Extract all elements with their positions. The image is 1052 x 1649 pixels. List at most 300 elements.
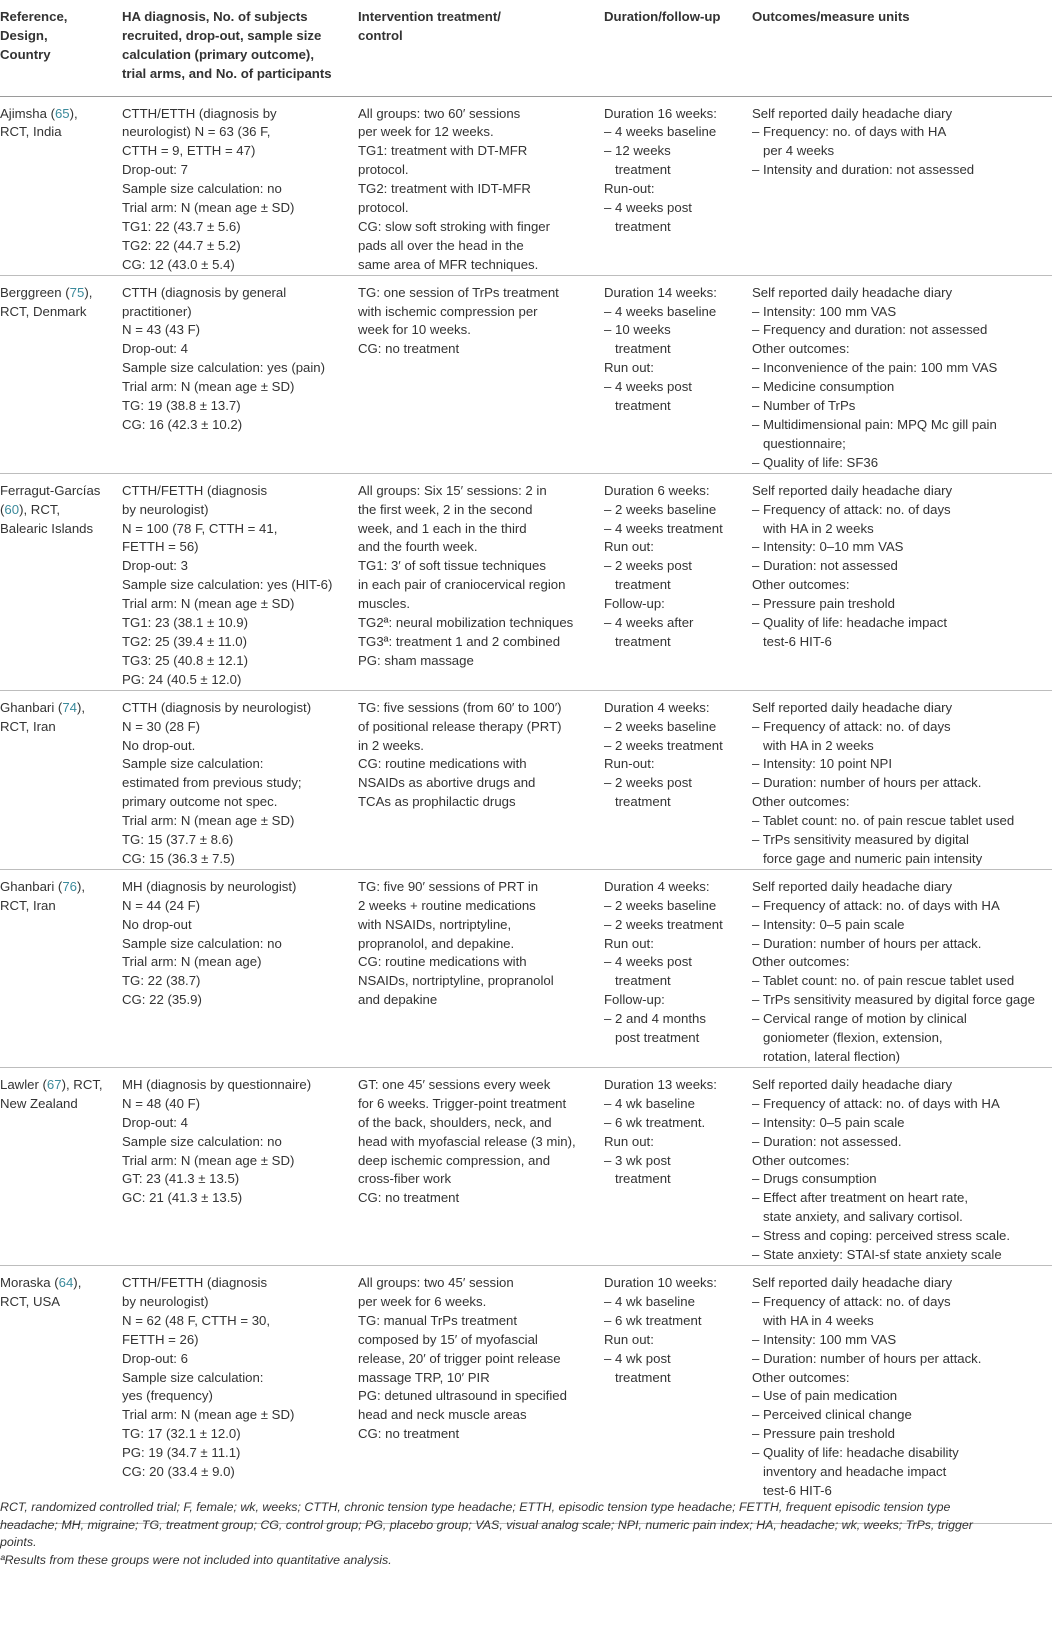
diag-line: Trial arm: N (mean age)	[122, 954, 262, 970]
out-line: – Frequency of attack: no. of days	[752, 1293, 951, 1309]
diag-line: MH (diagnosis by neurologist)	[122, 878, 297, 894]
dur-line: Duration 14 weeks:	[604, 284, 717, 300]
dur-line: treatment	[604, 1171, 671, 1187]
dur-line: – 6 wk treatment.	[604, 1114, 706, 1130]
interv-line: propranolol, and depakine.	[358, 935, 515, 951]
interv-line: CG: routine medications with	[358, 756, 527, 772]
dur-line: treatment	[604, 218, 671, 234]
out-line: – TrPs sensitivity measured by digital force gage	[752, 992, 1035, 1008]
reference-text: New Zealand	[0, 1095, 78, 1111]
out-line: Other outcomes:	[752, 1369, 850, 1385]
dur-line: – 2 weeks post	[604, 775, 692, 791]
interv-line: week for 10 weeks.	[358, 322, 471, 338]
interv-line: release, 20′ of trigger point release	[358, 1350, 561, 1366]
outcomes-cell	[752, 275, 1052, 473]
out-line: – Quality of life: headache disability	[752, 1445, 959, 1461]
out-line: – Pressure pain treshold	[752, 1426, 895, 1442]
diag-line: TG: 22 (38.7)	[122, 973, 201, 989]
diag-line: FETTH = 56)	[122, 539, 199, 555]
dur-line: – 2 weeks baseline	[604, 718, 717, 734]
reference-line	[0, 878, 118, 897]
footnote-line-3: points.	[0, 1535, 37, 1549]
out-line: questionnaire;	[752, 435, 846, 451]
diag-line: TG: 19 (38.8 ± 13.7)	[122, 398, 241, 414]
out-line: Self reported daily headache diary	[752, 699, 953, 715]
intervention-cell	[358, 1067, 604, 1265]
diag-line: N = 30 (28 F)	[122, 718, 201, 734]
dur-line: Run out:	[604, 935, 654, 951]
header-line: Duration/follow-up	[604, 9, 721, 24]
dur-line: – 6 wk treatment	[604, 1312, 702, 1328]
reference-text: ),	[84, 284, 93, 300]
outcomes-cell	[752, 96, 1052, 275]
interv-line: TG1: 3′ of soft tissue techniques	[358, 558, 546, 574]
table-row	[0, 690, 1052, 869]
dur-line: Duration 10 weeks:	[604, 1274, 717, 1290]
out-line: – Perceived clinical change	[752, 1407, 912, 1423]
diag-line: Drop-out: 3	[122, 558, 188, 574]
diag-line: Sample size calculation: no	[122, 1133, 282, 1149]
diag-line: CTTH (diagnosis by general	[122, 284, 287, 300]
reference-text: ),	[76, 699, 86, 715]
out-line: – Quality of life: SF36	[752, 454, 879, 470]
diag-line: practitioner)	[122, 303, 192, 319]
diagnosis-cell	[122, 1265, 358, 1523]
dur-line: – 4 weeks post	[604, 954, 692, 970]
out-line: – Intensity: 100 mm VAS	[752, 1331, 897, 1347]
interv-line: CG: no treatment	[358, 341, 460, 357]
table-row	[0, 869, 1052, 1067]
interv-line: TG: one session of TrPs treatment	[358, 284, 559, 300]
out-line: test-6 HIT-6	[752, 633, 832, 649]
diagnosis-cell	[122, 690, 358, 869]
interv-line: 2 weeks + routine medications	[358, 897, 536, 913]
header-line: control	[358, 27, 403, 43]
interv-line: TG: manual TrPs treatment	[358, 1312, 518, 1328]
reference-line	[0, 1095, 118, 1114]
dur-line: – 12 weeks	[604, 143, 671, 159]
out-line: goniometer (flexion, extension,	[752, 1030, 943, 1046]
header-duration	[604, 0, 752, 96]
dur-line: – 4 weeks post	[604, 200, 692, 216]
reference-number: 60	[4, 501, 20, 517]
dur-line: – 2 weeks treatment	[604, 737, 723, 753]
diag-line: by neurologist)	[122, 1293, 209, 1309]
diag-line: CG: 22 (35.9)	[122, 992, 202, 1008]
outcomes-cell	[752, 869, 1052, 1067]
diag-line: CG: 20 (33.4 ± 9.0)	[122, 1464, 235, 1480]
out-line: – Tablet count: no. of pain rescue tablet used	[752, 813, 1015, 829]
reference-text: ), RCT,	[61, 1076, 103, 1092]
diag-line: by neurologist)	[122, 501, 209, 517]
diag-line: Sample size calculation: yes (pain)	[122, 360, 326, 376]
reference-text: Balearic Islands	[0, 520, 94, 536]
header-reference	[0, 0, 122, 96]
interv-line: head and neck muscle areas	[358, 1407, 527, 1423]
out-line: – Multidimensional pain: MPQ Mc gill pain	[752, 417, 997, 432]
reference-text: RCT, Iran	[0, 897, 56, 913]
diag-line: Trial arm: N (mean age ± SD)	[122, 1152, 295, 1168]
table-header-row	[0, 0, 1052, 96]
out-line: Self reported daily headache diary	[752, 284, 953, 300]
out-line: Self reported daily headache diary	[752, 482, 953, 498]
diag-line: CTTH/FETTH (diagnosis	[122, 1274, 268, 1290]
intervention-cell	[358, 275, 604, 473]
diag-line: TG1: 23 (38.1 ± 10.9)	[122, 615, 248, 631]
out-line: – Intensity and duration: not assessed	[752, 162, 975, 178]
out-line: Other outcomes:	[752, 794, 850, 810]
diag-line: TG3: 25 (40.8 ± 12.1)	[122, 652, 248, 668]
interv-line: pads all over the head in the	[358, 237, 524, 253]
diag-line: Sample size calculation:	[122, 1369, 264, 1385]
reference-line	[0, 482, 118, 501]
diag-line: CTTH = 9, ETTH = 47)	[122, 143, 256, 159]
reference-line	[0, 123, 118, 142]
out-line: – Medicine consumption	[752, 379, 895, 395]
intervention-cell	[358, 96, 604, 275]
duration-cell	[604, 96, 752, 275]
dur-line: – 4 weeks treatment	[604, 520, 723, 536]
diag-line: estimated from previous study;	[122, 775, 302, 791]
interv-line: deep ischemic compression, and	[358, 1152, 551, 1168]
reference-line	[0, 718, 118, 737]
interv-line: the first week, 2 in the second	[358, 501, 533, 517]
duration-cell	[604, 1067, 752, 1265]
header-line: trial arms, and No. of participants	[122, 65, 332, 81]
interv-line: protocol.	[358, 200, 409, 216]
out-line: with HA in 4 weeks	[752, 1312, 874, 1328]
diag-line: Trial arm: N (mean age ± SD)	[122, 596, 295, 612]
reference-cell	[0, 1067, 122, 1265]
reference-text: (	[0, 501, 5, 517]
interv-line: TG2: treatment with IDT-MFR	[358, 181, 531, 197]
interv-line: TCAs as prophilactic drugs	[358, 794, 516, 810]
diag-line: TG2: 25 (39.4 ± 11.0)	[122, 633, 248, 649]
reference-text: Berggreen (	[0, 284, 70, 300]
table-row	[0, 96, 1052, 275]
dur-line: treatment	[604, 398, 671, 414]
reference-line	[0, 303, 118, 322]
diag-line: N = 100 (78 F, CTTH = 41,	[122, 520, 278, 536]
reference-cell	[0, 473, 122, 690]
reference-text: ),	[76, 878, 86, 894]
interv-line: TG3ª: treatment 1 and 2 combined	[358, 633, 561, 649]
reference-text: ),	[73, 1274, 82, 1290]
duration-cell	[604, 473, 752, 690]
out-line: – Frequency of attack: no. of days with HA	[752, 897, 1000, 913]
header-line: calculation (primary outcome),	[122, 46, 314, 62]
dur-line: treatment	[604, 633, 671, 649]
footnote-a: ªResults from these groups were not included into quantitative analysis.	[0, 1552, 392, 1567]
reference-number: 74	[62, 699, 77, 715]
diagnosis-cell	[122, 1067, 358, 1265]
intervention-cell	[358, 869, 604, 1067]
out-line: inventory and headache impact	[752, 1464, 947, 1480]
diag-line: CTTH (diagnosis by neurologist)	[122, 699, 312, 715]
dur-line: Run out:	[604, 1331, 654, 1347]
dur-line: – 4 weeks after	[604, 615, 694, 631]
interv-line: and the fourth week.	[358, 539, 478, 555]
reference-line	[0, 284, 118, 303]
dur-line: – 2 weeks post	[604, 558, 692, 574]
out-line: – Duration: not assessed	[752, 558, 898, 574]
interv-line: in each pair of craniocervical region	[358, 577, 566, 593]
out-line: – TrPs sensitivity measured by digital	[752, 832, 969, 848]
dur-line: – 4 weeks baseline	[604, 303, 717, 319]
interv-line: PG: sham massage	[358, 652, 474, 668]
reference-number: 75	[69, 284, 85, 300]
dur-line: treatment	[604, 794, 671, 810]
diag-line: N = 48 (40 F)	[122, 1095, 201, 1111]
reference-text: RCT, Denmark	[0, 303, 87, 319]
reference-number: 64	[58, 1274, 74, 1290]
interv-line: week, and 1 each in the third	[358, 520, 527, 536]
header-line: Intervention treatment/	[358, 9, 501, 24]
reference-text: ), RCT,	[19, 501, 61, 517]
diag-line: TG: 15 (37.7 ± 8.6)	[122, 832, 234, 848]
reference-text: Ghanbari (	[0, 878, 63, 894]
diag-line: FETTH = 26)	[122, 1331, 199, 1347]
interv-line: All groups: two 60′ sessions	[358, 105, 521, 121]
dur-line: Run-out:	[604, 756, 655, 772]
diag-line: Sample size calculation: yes (HIT-6)	[122, 577, 333, 593]
reference-line	[0, 501, 118, 520]
out-line: – Duration: number of hours per attack.	[752, 775, 982, 791]
diag-line: Sample size calculation: no	[122, 181, 282, 197]
out-line: – Quality of life: headache impact	[752, 615, 947, 631]
diag-line: TG2: 22 (44.7 ± 5.2)	[122, 237, 241, 253]
reference-number: 65	[54, 105, 70, 121]
interv-line: CG: routine medications with	[358, 954, 527, 970]
reference-text: Ajimsha (	[0, 105, 55, 121]
dur-line: Run-out:	[604, 181, 655, 197]
diag-line: CTTH/ETTH (diagnosis by	[122, 105, 277, 121]
outcomes-cell	[752, 473, 1052, 690]
dur-line: treatment	[604, 1369, 671, 1385]
duration-cell	[604, 275, 752, 473]
out-line: – Frequency of attack: no. of days	[752, 501, 951, 517]
reference-cell	[0, 1265, 122, 1523]
duration-cell	[604, 869, 752, 1067]
dur-line: – 2 weeks baseline	[604, 501, 717, 517]
diag-line: yes (frequency)	[122, 1388, 213, 1404]
diag-line: primary outcome not spec.	[122, 794, 278, 810]
diag-line: GC: 21 (41.3 ± 13.5)	[122, 1190, 243, 1206]
interv-line: PG: detuned ultrasound in specified	[358, 1388, 567, 1404]
reference-number: 67	[46, 1076, 62, 1092]
diag-line: GT: 23 (41.3 ± 13.5)	[122, 1171, 240, 1187]
dur-line: – 2 and 4 months	[604, 1011, 706, 1027]
diagnosis-cell	[122, 275, 358, 473]
intervention-cell	[358, 473, 604, 690]
out-line: – Duration: not assessed.	[752, 1133, 902, 1149]
interv-line: and depakine	[358, 992, 438, 1008]
header-line: Reference,	[0, 9, 68, 24]
interv-line: of the back, shoulders, neck, and	[358, 1114, 552, 1130]
diag-line: CG: 15 (36.3 ± 7.5)	[122, 850, 235, 866]
diag-line: CG: 12 (43.0 ± 5.4)	[122, 256, 235, 272]
intervention-cell	[358, 690, 604, 869]
diag-line: N = 43 (43 F)	[122, 322, 201, 338]
diag-line: Drop-out: 4	[122, 1114, 188, 1130]
out-line: – Frequency of attack: no. of days with HA	[752, 1095, 1000, 1111]
out-line: – Intensity: 100 mm VAS	[752, 303, 897, 319]
header-line: Design,	[0, 27, 48, 43]
dur-line: Duration 6 weeks:	[604, 482, 710, 498]
header-line: Outcomes/measure units	[752, 9, 910, 24]
interv-line: with ischemic compression per	[358, 303, 538, 319]
interv-line: massage TRP, 10′ PIR	[358, 1369, 490, 1385]
header-outcomes	[752, 0, 1052, 96]
reference-line	[0, 1076, 118, 1095]
out-line: Other outcomes:	[752, 577, 850, 593]
reference-text: ),	[69, 105, 78, 121]
intervention-cell	[358, 1265, 604, 1523]
reference-cell	[0, 690, 122, 869]
outcomes-cell	[752, 690, 1052, 869]
dur-line: treatment	[604, 162, 671, 178]
out-line: – Intensity: 0–5 pain scale	[752, 1114, 905, 1130]
diag-line: Sample size calculation:	[122, 756, 264, 772]
dur-line: – 4 wk baseline	[604, 1095, 695, 1111]
interv-line: All groups: Six 15′ sessions: 2 in	[358, 482, 547, 498]
diag-line: CG: 16 (42.3 ± 10.2)	[122, 417, 243, 432]
footnote-line-1: RCT, randomized controlled trial; F, female; wk, weeks; CTTH, chronic tension type headache; ETTH, episodic tension type headache; FETTH, frequent episodic tension type	[0, 1500, 951, 1514]
diag-line: Trial arm: N (mean age ± SD)	[122, 200, 295, 216]
diag-line: CTTH/FETTH (diagnosis	[122, 482, 268, 498]
dur-line: Run out:	[604, 539, 654, 555]
out-line: – Intensity: 0–5 pain scale	[752, 916, 905, 932]
interv-line: TG1: treatment with DT-MFR	[358, 143, 528, 159]
reference-cell	[0, 275, 122, 473]
diag-line: Drop-out: 4	[122, 341, 188, 357]
out-line: – Use of pain medication	[752, 1388, 898, 1404]
diag-line: MH (diagnosis by questionnaire)	[122, 1076, 312, 1092]
diagnosis-cell	[122, 473, 358, 690]
out-line: – Duration: number of hours per attack.	[752, 1350, 982, 1366]
out-line: Self reported daily headache diary	[752, 105, 953, 121]
diag-line: No drop-out	[122, 916, 192, 932]
dur-line: treatment	[604, 341, 671, 357]
interv-line: for 6 weeks. Trigger-point treatment	[358, 1095, 567, 1111]
interv-line: in 2 weeks.	[358, 737, 424, 753]
table-body	[0, 96, 1052, 1523]
dur-line: treatment	[604, 577, 671, 593]
out-line: with HA in 2 weeks	[752, 737, 874, 753]
dur-line: post treatment	[604, 1030, 700, 1046]
diag-line: Trial arm: N (mean age ± SD)	[122, 813, 295, 829]
footnote-line-2: headache; MH, migraine; TG, treatment group; CG, control group; PG, placebo group; VAS, visual analog scale; NPI, numeric pain index; HA, headache; wk, weeks; TrPs, trigger	[0, 1517, 973, 1532]
diag-line: No drop-out.	[122, 737, 196, 753]
table-row	[0, 473, 1052, 690]
interv-line: of positional release therapy (PRT)	[358, 718, 562, 734]
out-line: – Number of TrPs	[752, 398, 856, 414]
interv-line: with NSAIDs, nortriptyline,	[358, 916, 512, 932]
dur-line: Duration 4 weeks:	[604, 878, 710, 894]
diag-line: TG1: 22 (43.7 ± 5.6)	[122, 218, 241, 234]
dur-line: Run out:	[604, 360, 654, 376]
reference-number: 76	[62, 878, 77, 894]
reference-text: RCT, USA	[0, 1293, 61, 1309]
interv-line: CG: no treatment	[358, 1190, 460, 1206]
diag-line: Sample size calculation: no	[122, 935, 282, 951]
out-line: test-6 HIT-6	[752, 1482, 832, 1498]
interv-line: TG2ª: neural mobilization techniques	[358, 615, 574, 631]
interv-line: NSAIDs, nortriptyline, propranolol	[358, 973, 554, 989]
diag-line: Drop-out: 7	[122, 162, 188, 178]
dur-line: treatment	[604, 973, 671, 989]
out-line: rotation, lateral flection)	[752, 1049, 901, 1064]
reference-text: Moraska (	[0, 1274, 59, 1290]
interv-line: protocol.	[358, 162, 409, 178]
reference-text: RCT, India	[0, 124, 62, 140]
dur-line: – 4 wk post	[604, 1350, 671, 1366]
header-line: recruited, drop-out, sample size	[122, 27, 322, 43]
interv-line: All groups: two 45′ session	[358, 1274, 514, 1290]
interv-line: same area of MFR techniques.	[358, 256, 539, 272]
reference-text: RCT, Iran	[0, 718, 56, 734]
out-line: with HA in 2 weeks	[752, 520, 874, 536]
reference-text: Ferragut-Garcías	[0, 482, 101, 498]
out-line: – Frequency of attack: no. of days	[752, 718, 951, 734]
out-line: Other outcomes:	[752, 1152, 850, 1168]
reference-line	[0, 105, 118, 124]
duration-cell	[604, 690, 752, 869]
interv-line: NSAIDs as abortive drugs and	[358, 775, 536, 791]
out-line: Self reported daily headache diary	[752, 1076, 953, 1092]
reference-line	[0, 897, 118, 916]
header-line: HA diagnosis, No. of subjects	[122, 9, 308, 24]
diag-line: neurologist) N = 63 (36 F,	[122, 124, 271, 140]
diag-line: PG: 24 (40.5 ± 12.0)	[122, 671, 242, 687]
out-line: – Intensity: 10 point NPI	[752, 756, 893, 772]
reference-line	[0, 699, 118, 718]
dur-line: Duration 13 weeks:	[604, 1076, 717, 1092]
interv-line: per week for 6 weeks.	[358, 1293, 487, 1309]
diag-line: Trial arm: N (mean age ± SD)	[122, 379, 295, 395]
out-line: – Frequency: no. of days with HA	[752, 124, 947, 140]
table-footnote	[0, 1499, 1052, 1569]
header-diagnosis	[122, 0, 358, 96]
out-line: – Inconvenience of the pain: 100 mm VAS	[752, 360, 998, 376]
out-line: – Tablet count: no. of pain rescue tablet used	[752, 973, 1015, 989]
table-row	[0, 1067, 1052, 1265]
out-line: state anxiety, and salivary cortisol.	[752, 1209, 963, 1225]
reference-cell	[0, 869, 122, 1067]
out-line: – Effect after treatment on heart rate,	[752, 1190, 969, 1206]
reference-text: Ghanbari (	[0, 699, 63, 715]
out-line: – Stress and coping: perceived stress scale.	[752, 1228, 1011, 1244]
outcomes-cell	[752, 1067, 1052, 1265]
out-line: – Duration: number of hours per attack.	[752, 935, 982, 951]
interv-line: composed by 15′ of myofascial	[358, 1331, 538, 1347]
reference-line	[0, 1293, 118, 1312]
dur-line: – 3 wk post	[604, 1152, 671, 1168]
diag-line: N = 44 (24 F)	[122, 897, 201, 913]
dur-line: – 10 weeks	[604, 322, 671, 338]
outcomes-cell	[752, 1265, 1052, 1523]
interv-line: per week for 12 weeks.	[358, 124, 494, 140]
out-line: – Frequency and duration: not assessed	[752, 322, 988, 338]
header-line: Country	[0, 46, 51, 62]
interv-line: head with myofascial release (3 min),	[358, 1133, 576, 1149]
dur-line: – 4 wk baseline	[604, 1293, 695, 1309]
out-line: – Pressure pain treshold	[752, 596, 895, 612]
dur-line: Duration 16 weeks:	[604, 105, 717, 121]
interv-line: muscles.	[358, 596, 411, 612]
reference-line	[0, 520, 118, 539]
out-line: Other outcomes:	[752, 954, 850, 970]
